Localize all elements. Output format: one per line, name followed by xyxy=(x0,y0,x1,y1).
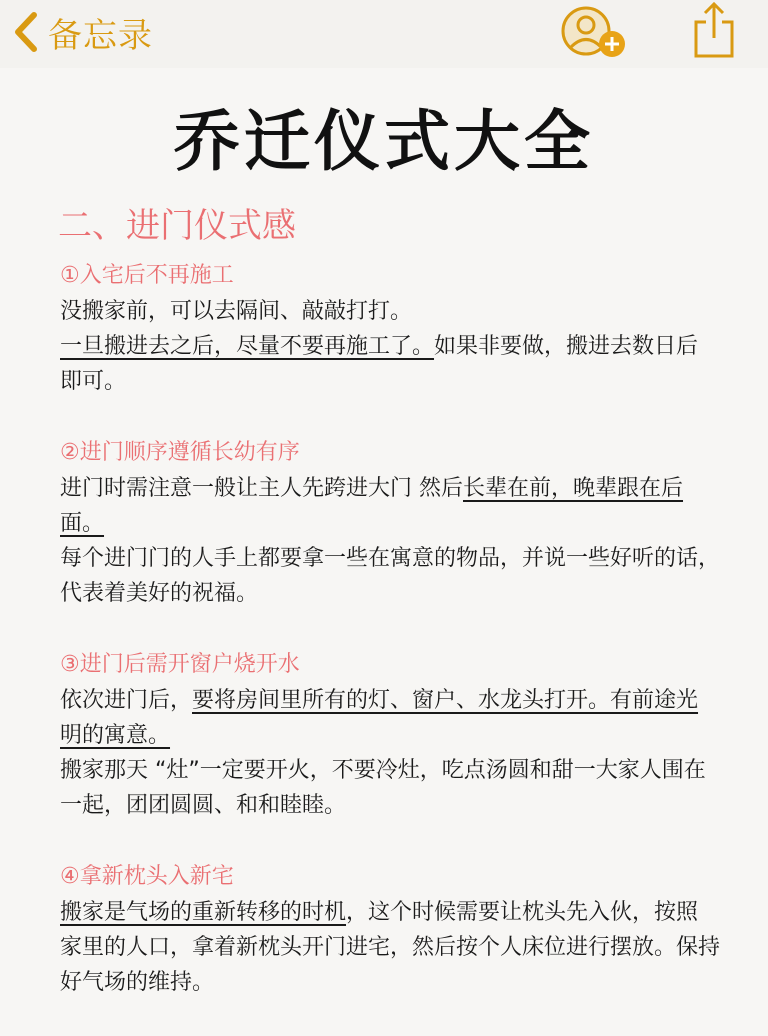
list-item xyxy=(60,859,720,1000)
contact-add-icon xyxy=(560,4,630,60)
item-paragraph xyxy=(60,471,720,541)
add-contact-button[interactable] xyxy=(560,4,630,60)
underlined-text: 要将房间里所有的灯、窗户、水龙头打开。有前途光明的寓意。 xyxy=(60,688,699,748)
page-title: 乔迁仪式大全 xyxy=(174,103,594,180)
chevron-left-icon xyxy=(10,9,42,55)
text-segment: 每个进门门的人手上都要拿一些在寓意的物品，并说一些好听的话，代表着美好的祝福。 xyxy=(60,546,721,606)
item-heading: ④拿新枕头入新宅 xyxy=(60,864,234,889)
text-segment: 没搬家前，可以去隔间、敲敲打打。 xyxy=(60,299,413,324)
item-heading: ①入宅后不再施工 xyxy=(60,263,234,288)
item-heading: ③进门后需开窗户烧开水 xyxy=(60,652,300,677)
text-segment: 进门时需注意一般让主人先跨进大门 然后 xyxy=(60,476,463,501)
note-content xyxy=(60,258,720,1036)
item-paragraph xyxy=(60,753,720,823)
item-paragraph xyxy=(60,895,720,1000)
back-label: 备忘录 xyxy=(48,15,153,56)
list-item xyxy=(60,258,720,399)
text-segment: ，这个时候需要让枕头先入伙，按照家里的人口，拿着新枕头开门进宅，然后按个人床位进行摆放。保持好气场的维持。 xyxy=(60,900,721,995)
underlined-text: 一旦搬进去之后，尽量不要再施工了。 xyxy=(60,334,435,359)
list-item xyxy=(60,435,720,611)
item-heading: ②进门顺序遵循长幼有序 xyxy=(60,440,300,465)
underlined-text: 搬家是气场的重新转移的时机 xyxy=(60,900,347,925)
section-heading: 二、进门仪式感 xyxy=(58,206,296,246)
item-paragraph xyxy=(60,329,720,399)
text-segment: 依次进门后， xyxy=(60,688,193,713)
nav-bar xyxy=(0,0,768,68)
item-paragraph xyxy=(60,294,720,329)
item-paragraph xyxy=(60,541,720,611)
share-button[interactable] xyxy=(690,0,738,60)
text-segment: 搬家那天 “灶”一定要开火，不要冷灶，吃点汤圆和甜一大家人围在一起，团团圆圆、和和睦睦。 xyxy=(60,758,706,818)
underlined-text: 长辈在前，晚辈跟在后面。 xyxy=(60,476,684,536)
back-button[interactable] xyxy=(10,6,153,58)
item-paragraph xyxy=(60,683,720,753)
list-item xyxy=(60,647,720,823)
share-icon xyxy=(690,0,738,60)
text-segment: 如果非要做，搬进去数日后即可。 xyxy=(60,334,699,394)
